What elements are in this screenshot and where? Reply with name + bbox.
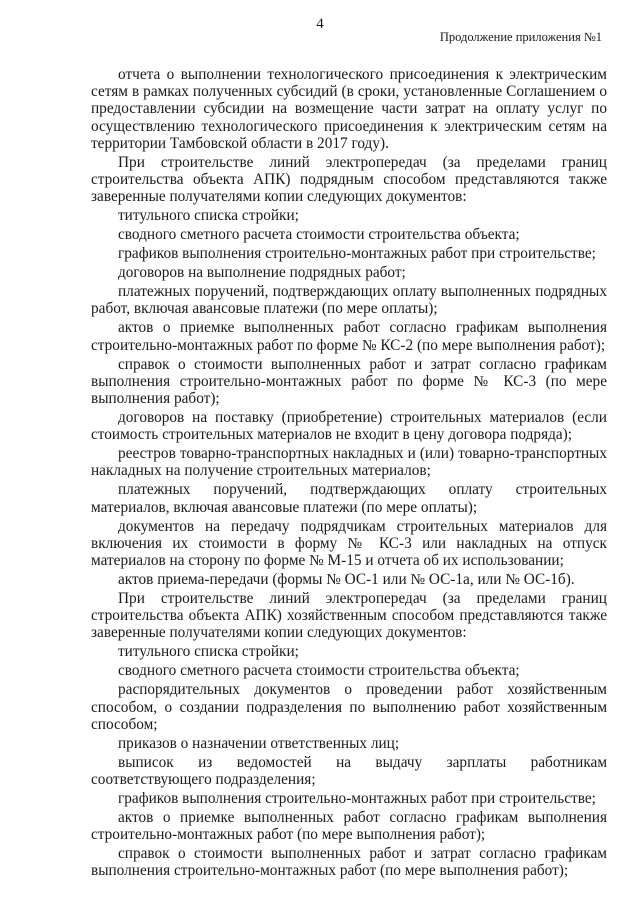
list-item: документов на передачу подрядчикам строительных материалов для включения их стоимости в форму № КС-3 или накладных на отпуск материалов на сторону по форме № М-15 и отчета об их использовании; xyxy=(91,517,607,570)
paragraph: При строительстве линий электропередач (за пределами границ строительства объекта АПК) хозяйственным способом представляются также заверенные получателями копии следующих документов: xyxy=(91,590,607,642)
appendix-continuation-note: Продолжение приложения №1 xyxy=(439,30,602,44)
list-item: приказов о назначении ответственных лиц; xyxy=(118,734,400,752)
list-item: реестров товарно-транспортных накладных и (или) товарно-транспортных накладных на получение строительных материалов; xyxy=(91,445,607,480)
list-item: справок о стоимости выполненных работ и затрат согласно графикам выполнения строительно-монтажных работ по форме № КС-3 (по мере выполнения работ); xyxy=(91,355,607,408)
page-number: 4 xyxy=(316,16,324,32)
list-item: актов о приемке выполненных работ согласно графикам выполнения строительно-монтажных работ (по мере выполнения работ); xyxy=(91,809,607,844)
list-item: справок о стоимости выполненных работ и затрат согласно графикам выполнения строительно-монтажных работ (по мере выполнения работ); xyxy=(91,845,607,880)
paragraph: При строительстве линий электропередач (за пределами границ строительства объекта АПК) подрядным способом представляются также заверенные получателями копии следующих документов: xyxy=(91,153,607,206)
list-item: выписок из ведомостей на выдачу зарплаты работникам соответствующего подразделения; xyxy=(91,753,607,789)
list-item: сводного сметного расчета стоимости строительства объекта; xyxy=(118,226,520,244)
list-item: договоров на выполнение подрядных работ; xyxy=(118,264,406,282)
list-item: титульного списка стройки; xyxy=(118,207,299,225)
list-item: графиков выполнения строительно-монтажных работ при строительстве; xyxy=(118,245,596,263)
list-item: актов приема-передачи (формы № ОС-1 или № ОС-1а, или № ОС-1б). xyxy=(118,571,575,589)
list-item: распорядительных документов о проведении работ хозяйственным способом, о создании подразделения по выполнению работ хозяйственным способом; xyxy=(91,681,607,733)
list-item: платежных поручений, подтверждающих оплату выполненных подрядных работ, включая авансовые платежи (по мере оплаты); xyxy=(91,283,607,318)
paragraph: отчета о выполнении технологического присоединения к электрическим сетям в рамках полученных субсидий (в сроки, установленные Соглашением о предоставлении субсидии на возмещение части затрат на оплату услуг по осуществлению технологического присоединения к электрическим сетям на территории Тамбовской области в 2017 году). xyxy=(91,66,607,152)
list-item: титульного списка стройки; xyxy=(118,643,299,661)
list-item: договоров на поставку (приобретение) строительных материалов (если стоимость строительных материалов не входит в цену договора подряда); xyxy=(91,409,607,444)
document-body xyxy=(91,66,607,881)
list-item: графиков выполнения строительно-монтажных работ при строительстве; xyxy=(118,790,596,808)
list-item: актов о приемке выполненных работ согласно графикам выполнения строительно-монтажных работ по форме № КС-2 (по мере выполнения работ); xyxy=(91,319,607,354)
list-item: сводного сметного расчета стоимости строительства объекта; xyxy=(118,662,520,680)
list-item: платежных поручений, подтверждающих оплату строительных материалов, включая авансовые платежи (по мере оплаты); xyxy=(91,481,607,516)
